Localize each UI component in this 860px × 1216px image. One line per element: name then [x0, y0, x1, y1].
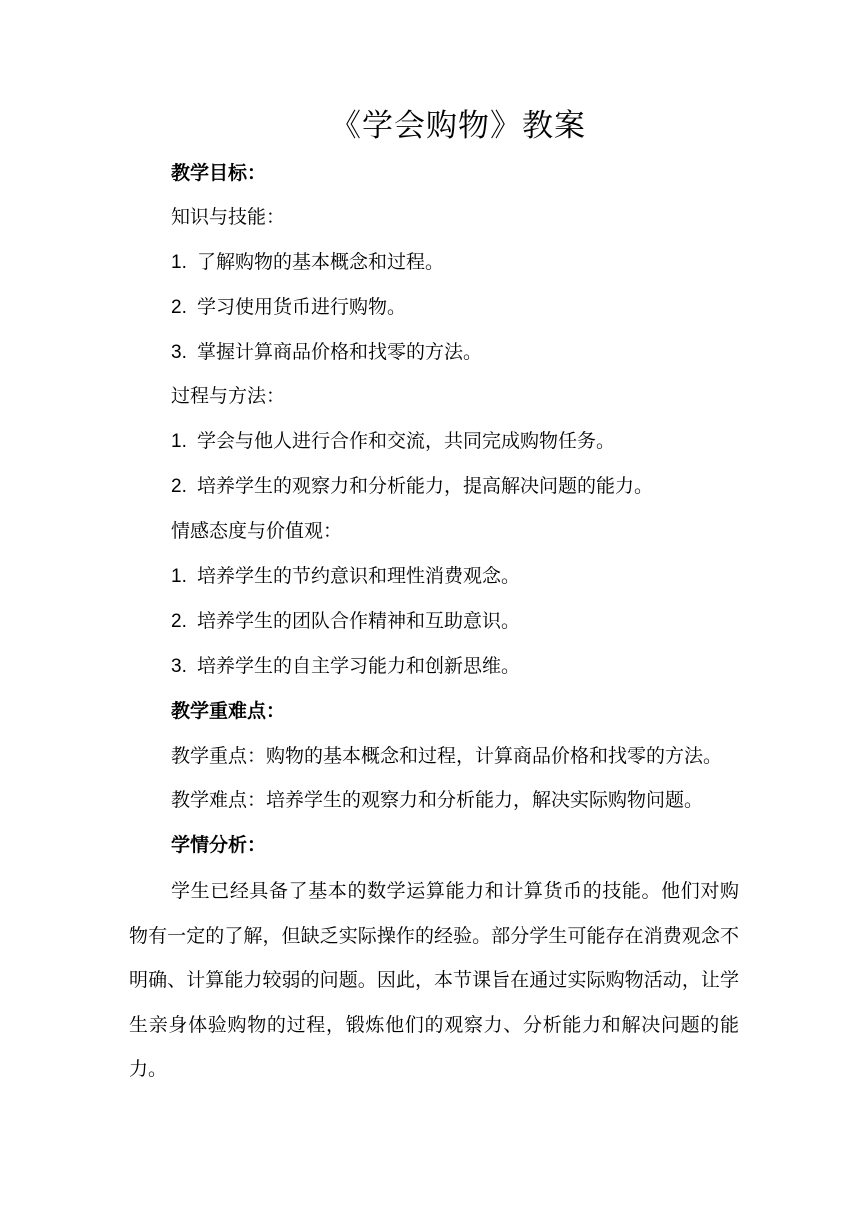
list-item-text: 学会与他人进行合作和交流，共同完成购物任务。: [197, 430, 616, 452]
list-item-number: 2.: [171, 611, 187, 632]
list-item: [171, 248, 444, 277]
list-item: [171, 427, 615, 456]
analysis-heading: 学情分析：: [171, 834, 267, 856]
list-item-text: 学习使用货币进行购物。: [197, 296, 407, 318]
list-item: [171, 472, 653, 501]
list-item-number: 2.: [171, 476, 187, 497]
list-item-text: 掌握计算商品价格和找零的方法。: [197, 341, 483, 363]
list-item: [171, 652, 520, 681]
list-item: [171, 293, 406, 322]
list-item-number: 1.: [171, 566, 187, 587]
list-item-number: 1.: [171, 252, 187, 273]
objectives-heading: 教学目标：: [171, 162, 267, 184]
key-points-heading: 教学重难点：: [171, 700, 286, 722]
list-item-text: 培养学生的节约意识和理性消费观念。: [197, 565, 521, 587]
list-item-number: 1.: [171, 431, 187, 452]
process-label: 过程与方法：: [171, 385, 286, 407]
list-item: [171, 338, 482, 367]
list-item-text: 培养学生的观察力和分析能力，提高解决问题的能力。: [197, 475, 654, 497]
list-item-text: 了解购物的基本概念和过程。: [197, 251, 445, 273]
key-focus-text: 教学重点：购物的基本概念和过程，计算商品价格和找零的方法。: [171, 745, 723, 767]
list-item-number: 3.: [171, 342, 187, 363]
attitude-label: 情感态度与价值观：: [171, 520, 343, 542]
document-title: 《学会购物》教案: [330, 108, 586, 144]
list-item-text: 培养学生的自主学习能力和创新思维。: [197, 655, 521, 677]
list-item-number: 2.: [171, 297, 187, 318]
list-item-text: 培养学生的团队合作精神和互助意识。: [197, 610, 521, 632]
list-item: [171, 607, 520, 636]
list-item-number: 3.: [171, 656, 187, 677]
key-difficulty-text: 教学难点：培养学生的观察力和分析能力，解决实际购物问题。: [171, 789, 704, 811]
knowledge-label: 知识与技能：: [171, 206, 286, 228]
list-item: [171, 562, 520, 591]
analysis-paragraph: 学生已经具备了基本的数学运算能力和计算货币的技能。他们对购物有一定的了解，但缺乏实际操作的经验。部分学生可能存在消费观念不明确、计算能力较弱的问题。因此，本节课旨在通过实际购物活动，让学生亲身体验购物的过程，锻炼他们的观察力、分析能力和解决问题的能力。: [129, 880, 739, 1081]
